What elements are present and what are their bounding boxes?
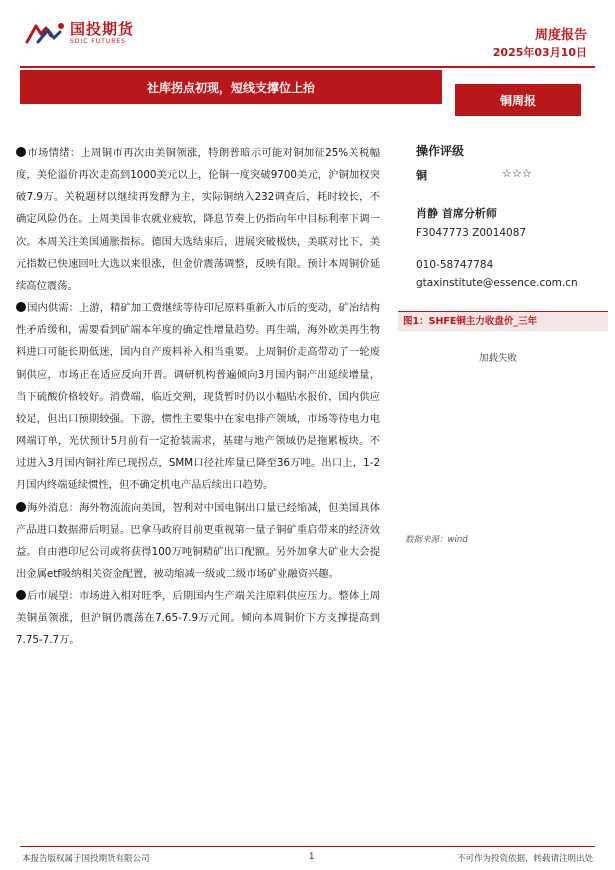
paragraph-market-sentiment: 市场情绪：上周铜市再次由美铜领涨，特朗普暗示可能对铜加征25%关税幅度，美伦溢价再次走高到1000美元以上，伦铜一度突破9700美元，沪铜加权突破7.9万。关税题材以继续再发酵为主，实际铜纳入232调查后，耗时较长，不确定风险仍在。上周美国非农就业疲软，降息节奏上仍指向年中目标利率下调一次。本周关注美国通胀指标。德国大选结束后，进展突破极快，美联对比下，美元指数已快速回吐大选以来很涨，但金价震荡调整，反映有限。预计本周铜价延续高位震荡。 (16, 147, 380, 292)
title-banner (20, 70, 442, 104)
analyst-phone: 010-58747784 (416, 259, 494, 271)
bullet-icon (16, 147, 26, 157)
rating-stars: ☆☆☆ (502, 167, 532, 180)
bullet-icon (16, 590, 26, 600)
rating-header: 操作评级 (416, 144, 465, 158)
category-tag: 铜周报 (455, 84, 581, 116)
sidebar (416, 142, 606, 289)
paragraph-overseas-news: 海外消息：海外物流流向美国，智利对中国电铜出口量已经缩减，但美国具体产品进口数据滞后明显。巴拿马政府目前更重视第一量子铜矿重启带来的经济效益。自由港印尼公司或将获得100万吨铜精矿出口配额。另外加拿大矿业大会提出金属etf吸纳相关资金配置，被动缩减一级或二级市场矿业融资兴趣。 (16, 501, 380, 580)
main-content (16, 142, 380, 652)
figure-load-failed: 加载失败 (478, 353, 517, 364)
rating-item: 铜 (416, 169, 427, 182)
sdic-logo-icon (24, 20, 66, 46)
figure-source: 数据来源：wind (405, 535, 468, 545)
bullet-icon (16, 302, 26, 312)
report-title: 社库拐点初现，短线支撑位上抬 (146, 80, 315, 95)
header-divider (20, 66, 595, 68)
paragraph-domestic-supply-demand: 国内供需：上游，精矿加工费继续等待印尼原料重新入市后的变动，矿冶结构性矛盾缓和，需要看到矿端本年度的确定性增量趋势。再生端，海外欧美再生物料进口可能长期低迷，国内自产废料补入相当重要。上周铜价走高带动了一轮废铜供应，市场正在适应反向开晋。调研机构普遍倾向3月国内铜产出延续增量，当下硫酸价格较好。消费端，临近交割，现货暂时仍以小幅贴水报价，国内供应较足，但出口预期较强。下游，惯性主要集中在家电排产领域，市场等待电力电网端订单，光伏预计5月前有一定抢装需求，基建与地产领域仍是拖累板块。不过进入3月国内铜社库已现拐点，SMM口径社库量已降至36万吨。出口上，1-2月国内终端延续惯性，但不确定机电产品后续出口趋势。 (16, 302, 380, 492)
report-type: 周度报告 (534, 28, 587, 43)
logo-name-en: SDIC FUTURES (70, 38, 126, 45)
footer-copyright: 本报告版权属于国投期货有限公司 (22, 854, 150, 864)
page-number: 1 (309, 852, 315, 862)
footer-divider (20, 846, 595, 847)
figure-placeholder (398, 336, 608, 526)
paragraph-outlook: 后市展望：市场进入相对旺季，后期国内生产端关注原料供应压力。整体上周美铜虽领涨，但沪铜仍震荡在7.65-7.9万元间。倾向本周铜价下方支撑提高到7.75-7.7万。 (16, 590, 380, 647)
analyst-license: F3047773 Z0014087 (416, 227, 527, 239)
bullet-icon (16, 502, 26, 512)
footer-disclaimer: 不可作为投资依据，转载请注明出处 (456, 854, 593, 864)
logo-name-cn: 国投期货 (70, 20, 135, 38)
report-date: 2025年03月10日 (492, 46, 587, 59)
figure-title: 图1：SHFE铜主力收盘价_三年 (398, 311, 608, 331)
rating-row (416, 167, 606, 183)
analyst-name: 肖静 首席分析师 (416, 207, 497, 220)
company-logo (24, 20, 134, 46)
analyst-email: gtaxinstitute@essence.com.cn (416, 277, 578, 289)
